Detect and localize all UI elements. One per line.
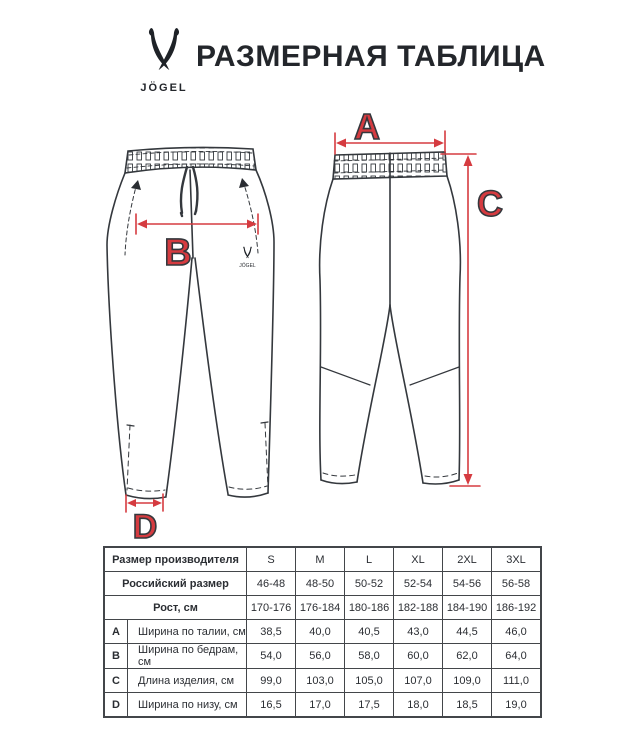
dim-label-a: A bbox=[354, 106, 380, 147]
size-header: XL bbox=[394, 547, 443, 572]
row-label: Ширина по бедрам, см bbox=[128, 644, 247, 669]
table-cell: 105,0 bbox=[345, 669, 394, 693]
front-outline bbox=[107, 170, 274, 499]
size-table bbox=[103, 546, 542, 718]
table-row-length bbox=[104, 669, 541, 693]
table-cell: 184-190 bbox=[443, 596, 492, 620]
table-cell: 50-52 bbox=[345, 572, 394, 596]
row-label: Ширина по низу, см bbox=[128, 693, 247, 718]
table-cell: 18,5 bbox=[443, 693, 492, 718]
front-view-pants bbox=[107, 147, 274, 546]
table-row-producer bbox=[104, 547, 541, 572]
row-label: Российский размер bbox=[104, 572, 247, 596]
row-label: Ширина по талии, см bbox=[128, 620, 247, 644]
dim-label-b: B bbox=[164, 232, 192, 274]
table-cell: 186-192 bbox=[492, 596, 542, 620]
front-waistband bbox=[125, 147, 256, 173]
table-cell: 38,5 bbox=[247, 620, 296, 644]
measurement-arrow-c bbox=[441, 154, 480, 486]
size-header: M bbox=[296, 547, 345, 572]
back-hem-stitching bbox=[323, 473, 458, 477]
table-cell: 18,0 bbox=[394, 693, 443, 718]
drawstring bbox=[181, 167, 197, 216]
table-cell: 48-50 bbox=[296, 572, 345, 596]
brand-name: JÖGEL bbox=[140, 82, 188, 94]
table-cell: 46,0 bbox=[492, 620, 542, 644]
row-label: Длина изделия, см bbox=[128, 669, 247, 693]
jogel-mark-on-leg bbox=[239, 247, 256, 270]
table-row-russian-size bbox=[104, 572, 541, 596]
table-cell: 43,0 bbox=[394, 620, 443, 644]
brand-logo bbox=[134, 26, 194, 94]
table-cell: 60,0 bbox=[394, 644, 443, 669]
size-header: S bbox=[247, 547, 296, 572]
table-cell: 44,5 bbox=[443, 620, 492, 644]
back-view-pants bbox=[320, 106, 503, 486]
table-cell: 182-188 bbox=[394, 596, 443, 620]
table-row-leg-opening bbox=[104, 693, 541, 718]
table-cell: 58,0 bbox=[345, 644, 394, 669]
table-cell: 54-56 bbox=[443, 572, 492, 596]
size-header: L bbox=[345, 547, 394, 572]
table-cell: 40,5 bbox=[345, 620, 394, 644]
table-cell: 176-184 bbox=[296, 596, 345, 620]
measurement-arrow-a bbox=[335, 131, 445, 154]
table-cell: 107,0 bbox=[394, 669, 443, 693]
table-cell: 56-58 bbox=[492, 572, 542, 596]
table-cell: 170-176 bbox=[247, 596, 296, 620]
size-header: 2XL bbox=[443, 547, 492, 572]
table-cell: 62,0 bbox=[443, 644, 492, 669]
dim-label-c: C bbox=[477, 183, 503, 224]
page-title: РАЗМЕРНАЯ ТАБЛИЦА bbox=[196, 40, 546, 73]
row-letter: A bbox=[104, 620, 128, 644]
table-cell: 46-48 bbox=[247, 572, 296, 596]
mini-brand-text: JÖGEL bbox=[239, 263, 256, 269]
table-cell: 64,0 bbox=[492, 644, 542, 669]
table-cell: 180-186 bbox=[345, 596, 394, 620]
row-letter: C bbox=[104, 669, 128, 693]
row-label: Рост, см bbox=[104, 596, 247, 620]
table-cell: 56,0 bbox=[296, 644, 345, 669]
table-row-height bbox=[104, 596, 541, 620]
measurement-arrow-b bbox=[136, 214, 258, 234]
table-cell: 16,5 bbox=[247, 693, 296, 718]
table-cell: 111,0 bbox=[492, 669, 542, 693]
jogel-emblem-icon bbox=[141, 26, 187, 76]
table-cell: 52-54 bbox=[394, 572, 443, 596]
table-cell: 109,0 bbox=[443, 669, 492, 693]
knee-seams bbox=[321, 367, 459, 385]
table-row-waist bbox=[104, 620, 541, 644]
table-row-hips bbox=[104, 644, 541, 669]
table-cell: 40,0 bbox=[296, 620, 345, 644]
table-cell: 54,0 bbox=[247, 644, 296, 669]
vent-ticks bbox=[127, 422, 268, 426]
table-cell: 99,0 bbox=[247, 669, 296, 693]
row-label: Размер производителя bbox=[104, 547, 247, 572]
row-letter: D bbox=[104, 693, 128, 718]
dim-label-d: D bbox=[132, 508, 158, 546]
row-letter: B bbox=[104, 644, 128, 669]
table-cell: 17,5 bbox=[345, 693, 394, 718]
front-hem-stitching bbox=[127, 423, 268, 491]
back-outline bbox=[320, 153, 461, 484]
size-header: 3XL bbox=[492, 547, 542, 572]
pants-measurement-diagram bbox=[0, 95, 624, 550]
table-cell: 17,0 bbox=[296, 693, 345, 718]
table-cell: 19,0 bbox=[492, 693, 542, 718]
table-cell: 103,0 bbox=[296, 669, 345, 693]
